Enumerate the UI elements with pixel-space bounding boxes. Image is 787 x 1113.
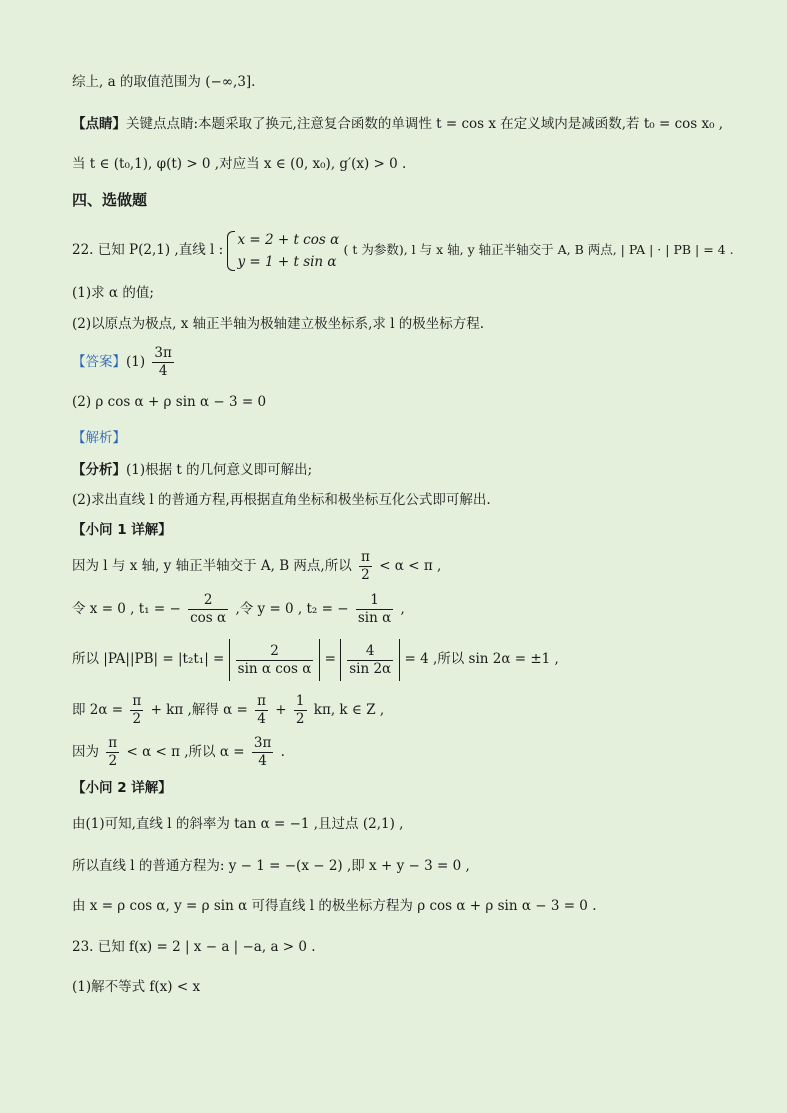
solution-line-1 [72,546,747,586]
section-heading: 四、选做题 [72,191,148,209]
q23-part1: (1)解不等式 f(x) < x [72,979,201,995]
solution-3-text: 所以 |PA||PB| = |t₂t₁| = [72,651,225,667]
fenxi-line-2: (2)求出直线 l 的普通方程,再根据直角坐标和极坐标互化公式即可解出. [72,492,491,508]
solution-4-text-end: kπ, k ∈ Z , [313,702,385,718]
fraction-den: cos α [190,610,227,626]
fraction-num: 2 [236,643,314,661]
answer-part1-label: (1) [126,354,146,370]
solution-4-plus: + [275,702,287,718]
solution-1-text-end: < α < π , [379,558,442,574]
fraction-den: sin α cos α [237,660,312,677]
jiexi-tag: 【解析】 [72,430,126,446]
fraction-den: 4 [258,753,267,769]
dianjing-tag: 【点睛】 [72,116,126,132]
q22-statement [72,226,747,274]
solution-5-text-end: . [280,744,285,760]
fraction-den: 2 [132,711,142,727]
fraction-num: π [132,693,142,709]
solution-2-line-1: 由(1)可知,直线 l 的斜率为 tan α = −1 ,且过点 (2,1) , [72,816,404,832]
fraction-den: 2 [108,753,118,769]
solution-2-line-2: 所以直线 l 的普通方程为: y − 1 = −(x − 2) ,即 x + y − 3 = 0 , [72,858,470,874]
fraction-den: sin α [357,610,392,626]
dianjing-line [72,114,747,134]
solution-5-fraction-1 [106,735,119,770]
answer-fraction [152,345,173,380]
solution-2-text: 令 x = 0 , t₁ = − [72,601,181,617]
fraction-num: 1 [295,693,305,709]
answer-line-1 [72,344,747,380]
fenxi-tag: 【分析】 [72,462,126,478]
solution-4-text-mid: + kπ ,解得 α = [150,702,248,718]
fraction-num: 1 [356,592,393,610]
solution-4-fraction-1 [130,693,143,728]
solution-3-fraction-2 [347,643,393,678]
q22-equation-system [227,229,339,273]
solution-2-text-end: , [400,601,405,617]
answer-tag: 【答案】 [72,354,126,370]
solution-5-fraction-2 [252,735,273,770]
q22-intro: 22. 已知 P(2,1) ,直线 l : [72,242,224,258]
dianjing-line-2: 当 t ∈ (t₀,1), φ(t) > 0 ,对应当 x ∈ (0, x₀), g′(x) > 0 . [72,156,407,172]
fraction-den: 4 [257,711,266,727]
fraction-num: π [108,735,118,751]
fraction-num: π [257,693,266,709]
sub-question-2-heading: 【小问 2 详解】 [72,780,172,796]
fraction-num: 2 [188,592,228,610]
solution-4-text: 即 2α = [72,702,124,718]
q22-eq-y: y = 1 + t sin α [237,253,337,270]
solution-2-line-3: 由 x = ρ cos α, y = ρ sin α 可得直线 l 的极坐标方程为 ρ cos α + ρ sin α − 3 = 0 . [72,898,597,914]
fraction-den: sin 2α [349,660,392,677]
solution-line-4 [72,690,747,730]
solution-2-fraction-1 [188,592,228,627]
answer-line-2: (2) ρ cos α + ρ sin α − 3 = 0 [72,394,267,410]
solution-line-5 [72,732,747,772]
solution-line-3 [72,638,747,681]
q22-part1: (1)求 α 的值; [72,285,154,301]
q22-eq-x: x = 2 + t cos α [237,231,340,248]
fraction-num: 4 [347,643,393,661]
solution-line-2 [72,589,747,629]
q22-part2: (2)以原点为极点, x 轴正半轴为极轴建立极坐标系,求 l 的极坐标方程. [72,316,485,332]
q22-rest: ( t 为参数), l 与 x 轴, y 轴正半轴交于 A, B 两点, | PA | · | PB | = 4 . [343,242,734,257]
fraction-den: 2 [361,567,370,583]
fenxi-line-1 [72,460,747,480]
solution-2-text-mid: ,令 y = 0 , t₂ = − [235,601,349,617]
sub-question-1-heading: 【小问 1 详解】 [72,522,172,538]
q23-statement: 23. 已知 f(x) = 2 | x − a | −a, a > 0 . [72,939,316,955]
solution-3-text-end: = 4 ,所以 sin 2α = ±1 , [404,651,559,667]
dianjing-text: 关键点点睛:本题采取了换元,注意复合函数的单调性 t = cos x 在定义域内是减函数,若 t₀ = cos x₀ , [126,116,724,132]
solution-2-fraction-2 [356,592,393,627]
fenxi-text-1: (1)根据 t 的几何意义即可解出; [126,462,313,478]
solution-3-abs-1 [229,639,321,681]
solution-5-text: 因为 [72,744,99,760]
solution-4-fraction-3 [294,693,307,728]
conclusion-line: 综上, a 的取值范围为 (−∞,3]. [72,74,256,90]
solution-3-abs-2 [340,639,400,681]
fraction-den: 2 [295,711,305,727]
solution-1-text: 因为 l 与 x 轴, y 轴正半轴交于 A, B 两点,所以 [72,558,352,574]
solution-1-fraction [359,549,372,584]
solution-3-fraction-1 [236,643,314,678]
solution-4-fraction-2 [255,693,268,728]
solution-3-equals: = [324,651,336,667]
answer-numerator: 3π [154,345,172,361]
fraction-num: 3π [253,735,272,751]
fraction-num: π [361,549,370,565]
solution-5-text-mid: < α < π ,所以 α = [126,744,245,760]
answer-denominator: 4 [158,363,168,379]
